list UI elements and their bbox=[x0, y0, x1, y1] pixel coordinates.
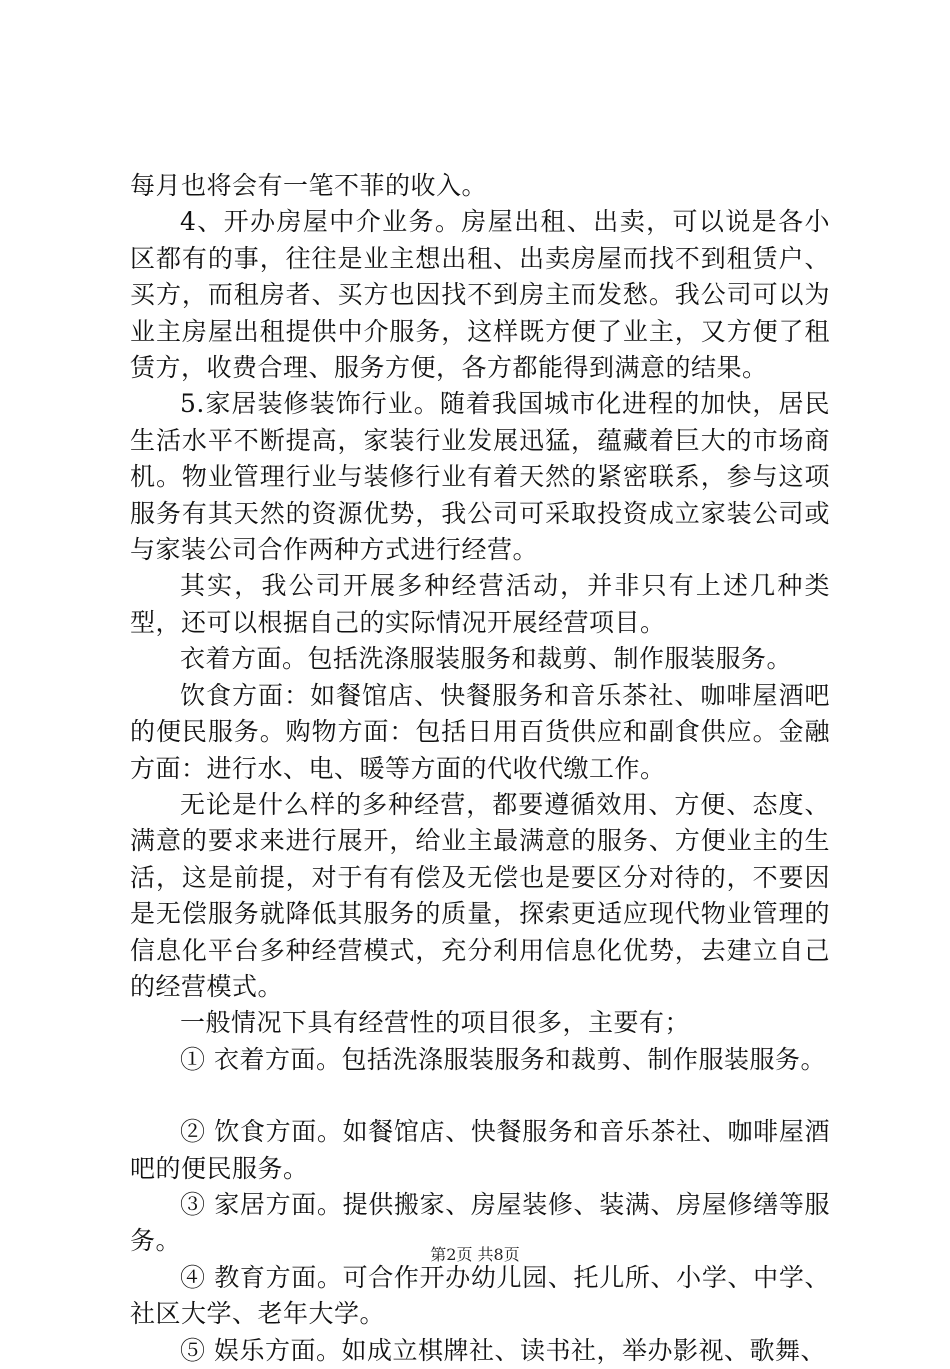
paragraph-principles: 无论是什么样的多种经营，都要遵循效用、方便、态度、满意的要求来进行展开，给业主最满意的服务、方便业主的生活，这是前提，对于有有偿及无偿也是要区分对待的，不要因是无偿服务就降低其服务的质量，探索更适应现代物业管理的信息化平台多种经营模式，充分利用信息化优势，去建立自己的经营模式。 bbox=[130, 789, 830, 1001]
list-item-entertainment: ⑤ 娱乐方面。如成立棋牌社、读书社，举办影视、歌舞、 bbox=[180, 1335, 826, 1365]
list-item-education: ④ 教育方面。可合作开办幼儿园、托儿所、小学、中学、社区大学、老年大学。 bbox=[130, 1262, 830, 1329]
paragraph-other-operations: 其实，我公司开展多种经营活动，并非只有上述几种类型，还可以根据自己的实际情况开展经营项目。 bbox=[130, 571, 830, 637]
document-body bbox=[130, 168, 830, 1369]
paragraph-clothing: 衣着方面。包括洗涤服装服务和裁剪、制作服装服务。 bbox=[180, 644, 793, 674]
list-item-food: ② 饮食方面。如餐馆店、快餐服务和音乐茶社、咖啡屋酒吧的便民服务。 bbox=[130, 1117, 830, 1183]
paragraph-continuation: 每月也将会有一笔不菲的收入。 bbox=[130, 171, 488, 200]
paragraph-item-5-home-decoration: 5.家居装修装饰行业。随着我国城市化进程的加快，居民生活水平不断提高，家装行业发展迅猛，蕴藏着巨大的市场商机。物业管理行业与装修行业有着天然的紧密联系，参与这项服务有其天然的资源优势，我公司可采取投资成立家装公司或与家装公司合作两种方式进行经营。 bbox=[130, 389, 830, 565]
page-number-footer: 第2页 共8页 bbox=[430, 1245, 520, 1264]
list-item-home: ③ 家居方面。提供搬家、房屋装修、装满、房屋修缮等服务。 bbox=[130, 1189, 830, 1256]
paragraph-item-4-real-estate-agency: 4、开办房屋中介业务。房屋出租、出卖，可以说是各小区都有的事，往往是业主想出租、出卖房屋而找不到租赁户、买方，而租房者、买方也因找不到房主而发愁。我公司可以为业主房屋出租提供中介服务，这样既方便了业主，又方便了租赁方，收费合理、服务方便，各方都能得到满意的结果。 bbox=[130, 207, 830, 383]
list-item-clothing: ① 衣着方面。包括洗涤服装服务和裁剪、制作服装服务。 bbox=[180, 1044, 826, 1074]
paragraph-list-intro: 一般情况下具有经营性的项目很多，主要有； bbox=[180, 1008, 691, 1038]
paragraph-food-shopping-finance: 饮食方面：如餐馆店、快餐服务和音乐茶社、咖啡屋酒吧的便民服务。购物方面：包括日用百货供应和副食供应。金融方面：进行水、电、暖等方面的代收代缴工作。 bbox=[130, 680, 830, 783]
